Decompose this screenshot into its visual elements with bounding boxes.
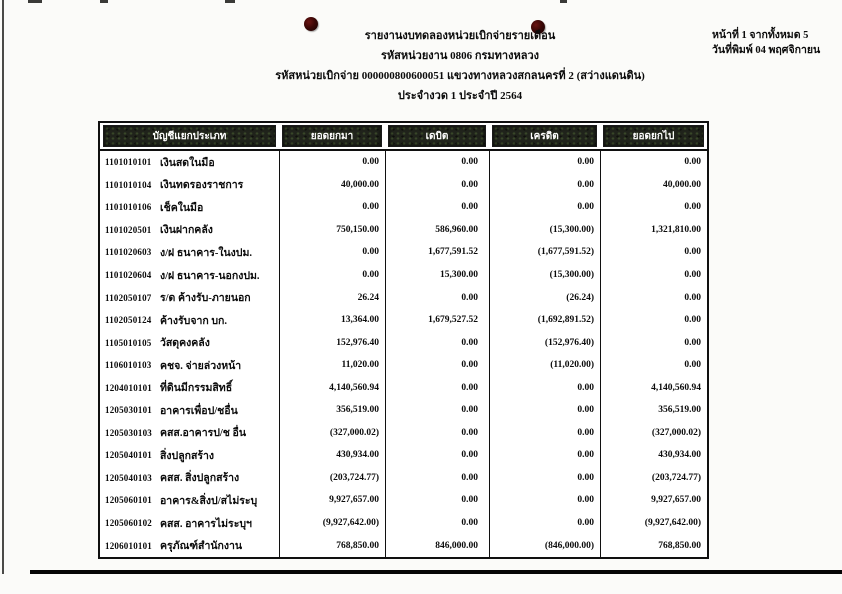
credit-cell: (26.24) <box>489 286 600 309</box>
account-code: 1205030101 <box>105 405 152 416</box>
header-debit: เดบิต <box>388 125 486 147</box>
account-cell <box>100 444 279 467</box>
debit-cell: 0.00 <box>385 376 489 399</box>
period-line: ประจำงวด 1 ประจำปี 2564 <box>397 90 523 102</box>
credit-cell: (152,976.40) <box>489 331 600 354</box>
carry-forward-cell: 0.00 <box>279 151 385 174</box>
balance-carried-cell: 1,321,810.00 <box>600 219 707 242</box>
credit-cell: 0.00 <box>489 151 600 174</box>
account-name: วัสดุคงคลัง <box>160 338 210 350</box>
balance-carried-cell: 356,519.00 <box>600 399 707 422</box>
debit-cell: 0.00 <box>385 444 489 467</box>
scan-mark <box>225 0 235 3</box>
account-code: 1205060101 <box>105 495 152 506</box>
account-cell <box>100 467 279 490</box>
account-code: 1101020501 <box>105 224 152 235</box>
credit-cell: 0.00 <box>489 512 600 535</box>
account-name: ค้างรับจาก บก. <box>160 315 228 327</box>
balance-carried-cell: 0.00 <box>600 151 707 174</box>
scan-mark <box>28 0 42 3</box>
print-date: วันที่พิมพ์ 04 พฤศจิกายน <box>712 45 821 56</box>
table-row <box>100 444 707 467</box>
table-row <box>100 174 707 197</box>
table-row <box>100 196 707 219</box>
table-body <box>100 151 707 557</box>
balance-carried-cell: 0.00 <box>600 354 707 377</box>
debit-cell: 0.00 <box>385 422 489 445</box>
balance-carried-cell: 0.00 <box>600 196 707 219</box>
account-cell <box>100 489 279 512</box>
debit-cell: 0.00 <box>385 196 489 219</box>
credit-cell: (846,000.00) <box>489 534 600 557</box>
account-code: 1101020604 <box>105 270 152 280</box>
account-cell <box>100 512 279 535</box>
account-code: 1101020603 <box>105 247 152 258</box>
debit-cell: 0.00 <box>385 286 489 309</box>
carry-forward-cell: 26.24 <box>279 286 385 309</box>
account-name: อาคาร&สิ่งป/สไม่ระบุ <box>160 495 258 507</box>
credit-cell: 0.00 <box>489 174 600 197</box>
account-cell <box>100 422 279 445</box>
account-cell <box>100 174 279 197</box>
account-name: เงินฝากคลัง <box>160 225 213 237</box>
carry-forward-cell: 9,927,657.00 <box>279 489 385 512</box>
table-row <box>100 467 707 490</box>
scan-mark <box>560 0 567 3</box>
scan-edge-left <box>2 0 4 574</box>
carry-forward-cell: (203,724.77) <box>279 467 385 490</box>
account-code: 1205060102 <box>105 518 152 529</box>
report-header <box>170 26 750 106</box>
balance-carried-cell: 9,927,657.00 <box>600 489 707 512</box>
account-code: 1101010104 <box>105 179 152 190</box>
balance-carried-cell: 4,140,560.94 <box>600 376 707 399</box>
balance-carried-cell: 0.00 <box>600 309 707 332</box>
account-code: 1205030103 <box>105 427 152 438</box>
debit-cell: 0.00 <box>385 467 489 490</box>
table-row <box>100 331 707 354</box>
table-row <box>100 399 707 422</box>
account-name: เช็คในมือ <box>160 202 204 214</box>
account-name: ครุภัณฑ์สำนักงาน <box>160 541 243 553</box>
credit-cell: (15,300.00) <box>489 264 600 287</box>
table-row <box>100 489 707 512</box>
table-header-row <box>100 123 707 151</box>
account-name: ร/ด ค้างรับ-ภายนอก <box>160 293 251 305</box>
debit-cell: 15,300.00 <box>385 264 489 287</box>
balance-carried-cell: 0.00 <box>600 286 707 309</box>
table-row <box>100 534 707 557</box>
debit-cell: 0.00 <box>385 489 489 512</box>
credit-cell: (15,300.00) <box>489 219 600 242</box>
table-row <box>100 219 707 242</box>
balance-carried-cell: 0.00 <box>600 331 707 354</box>
carry-forward-cell: 11,020.00 <box>279 354 385 377</box>
account-code: 1102050107 <box>105 292 152 303</box>
account-cell <box>100 151 279 174</box>
credit-cell: 0.00 <box>489 444 600 467</box>
report-title: รายงานงบทดลองหน่วยเบิกจ่ายรายเดือน <box>364 30 556 42</box>
disbursing-unit-line: รหัสหน่วยเบิกจ่าย 000000800600051 แขวงทางหลวงสกลนครที่ 2 (สว่างแดนดิน) <box>275 70 645 82</box>
account-name: คชจ. จ่ายล่วงหน้า <box>160 360 242 372</box>
debit-cell: 1,677,591.52 <box>385 241 489 264</box>
header-carry-forward: ยอดยกมา <box>282 125 382 147</box>
carry-forward-cell: (9,927,642.00) <box>279 512 385 535</box>
account-cell <box>100 534 279 557</box>
account-name: อาคารเพื่อป/ชอื่น <box>160 405 238 417</box>
carry-forward-cell: 750,150.00 <box>279 219 385 242</box>
debit-cell: 0.00 <box>385 331 489 354</box>
header-balance-carried: ยอดยกไป <box>603 125 704 147</box>
balance-carried-cell: 430,934.00 <box>600 444 707 467</box>
carry-forward-cell: 40,000.00 <box>279 174 385 197</box>
page-number: หน้าที่ 1 จากทั้งหมด 5 <box>712 30 809 41</box>
balance-carried-cell: 40,000.00 <box>600 174 707 197</box>
account-name: คสส. สิ่งปลูกสร้าง <box>160 473 240 485</box>
balance-carried-cell: 0.00 <box>600 241 707 264</box>
table-row <box>100 512 707 535</box>
credit-cell: 0.00 <box>489 489 600 512</box>
table-row <box>100 264 707 287</box>
carry-forward-cell: 430,934.00 <box>279 444 385 467</box>
account-code: 1204010101 <box>105 382 152 393</box>
credit-cell: (1,677,591.52) <box>489 241 600 264</box>
account-name: เงินสดในมือ <box>160 157 215 169</box>
debit-cell: 0.00 <box>385 354 489 377</box>
account-code: 1205040103 <box>105 472 152 483</box>
credit-cell: 0.00 <box>489 422 600 445</box>
credit-cell: 0.00 <box>489 196 600 219</box>
account-cell <box>100 196 279 219</box>
account-name: ง/ฝ ธนาคาร-นอกงปม. <box>160 270 260 282</box>
account-cell <box>100 354 279 377</box>
account-cell <box>100 286 279 309</box>
carry-forward-cell: (327,000.02) <box>279 422 385 445</box>
balance-carried-cell: (203,724.77) <box>600 467 707 490</box>
account-cell <box>100 219 279 242</box>
credit-cell: (11,020.00) <box>489 354 600 377</box>
account-cell <box>100 241 279 264</box>
header-account: บัญชีแยกประเภท <box>103 125 276 147</box>
debit-cell: 586,960.00 <box>385 219 489 242</box>
account-name: คสส. อาคารไม่ระบุฯ <box>160 518 252 530</box>
account-name: สิ่งปลูกสร้าง <box>160 450 215 462</box>
trial-balance-table <box>98 121 709 559</box>
balance-carried-cell: 768,850.00 <box>600 534 707 557</box>
scan-edge-bottom <box>30 570 842 574</box>
account-code: 1205040101 <box>105 450 152 461</box>
account-code: 1206010101 <box>105 540 152 551</box>
account-name: ที่ดินมีกรรมสิทธิ์ <box>160 383 233 395</box>
balance-carried-cell: (327,000.02) <box>600 422 707 445</box>
header-credit: เครดิต <box>492 125 597 147</box>
table-row <box>100 241 707 264</box>
debit-cell: 0.00 <box>385 174 489 197</box>
carry-forward-cell: 0.00 <box>279 196 385 219</box>
debit-cell: 1,679,527.52 <box>385 309 489 332</box>
account-code: 1105010105 <box>105 337 152 348</box>
carry-forward-cell: 4,140,560.94 <box>279 376 385 399</box>
account-code: 1101010101 <box>105 157 152 168</box>
account-code: 1106010103 <box>105 360 152 371</box>
carry-forward-cell: 13,364.00 <box>279 309 385 332</box>
carry-forward-cell: 0.00 <box>279 241 385 264</box>
account-name: ง/ฝ ธนาคาร-ในงปม. <box>160 247 253 259</box>
account-cell <box>100 399 279 422</box>
carry-forward-cell: 356,519.00 <box>279 399 385 422</box>
credit-cell: 0.00 <box>489 467 600 490</box>
account-cell <box>100 309 279 332</box>
credit-cell: 0.00 <box>489 399 600 422</box>
credit-cell: (1,692,891.52) <box>489 309 600 332</box>
carry-forward-cell: 0.00 <box>279 264 385 287</box>
credit-cell: 0.00 <box>489 376 600 399</box>
carry-forward-cell: 768,850.00 <box>279 534 385 557</box>
table-row <box>100 354 707 377</box>
account-code: 1102050124 <box>105 315 152 326</box>
table-row <box>100 309 707 332</box>
account-name: เงินทดรองราชการ <box>160 180 244 192</box>
table-row <box>100 422 707 445</box>
scan-mark <box>100 0 108 3</box>
account-cell <box>100 331 279 354</box>
debit-cell: 846,000.00 <box>385 534 489 557</box>
table-row <box>100 376 707 399</box>
balance-carried-cell: 0.00 <box>600 264 707 287</box>
account-name: คสส.อาคารป/ช อื่น <box>160 428 247 440</box>
debit-cell: 0.00 <box>385 151 489 174</box>
carry-forward-cell: 152,976.40 <box>279 331 385 354</box>
account-code: 1101010106 <box>105 202 152 213</box>
debit-cell: 0.00 <box>385 399 489 422</box>
account-cell <box>100 376 279 399</box>
balance-carried-cell: (9,927,642.00) <box>600 512 707 535</box>
table-row <box>100 151 707 174</box>
agency-code-line: รหัสหน่วยงาน 0806 กรมทางหลวง <box>381 50 539 62</box>
debit-cell: 0.00 <box>385 512 489 535</box>
table-row <box>100 286 707 309</box>
account-cell <box>100 264 279 287</box>
